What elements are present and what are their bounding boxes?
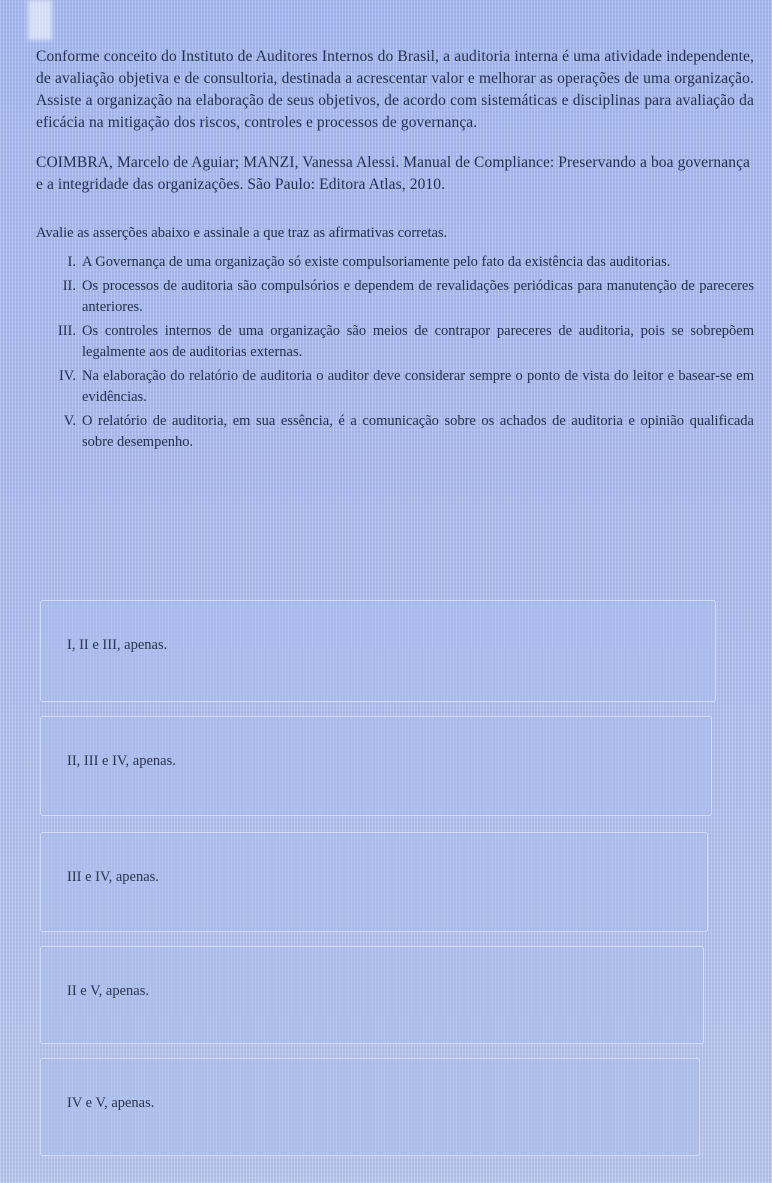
answer-option-d[interactable] [40,946,704,1044]
statement-number: V. [63,413,76,429]
statement-5 [36,411,754,453]
statement-text: O relatório de auditoria, em sua essência, é a comunicação sobre os achados de auditoria e opinião qualificada sobre desempenho. [82,413,754,450]
statement-3 [36,321,754,363]
answer-option-label: III e IV, apenas. [67,869,159,885]
statement-number: III. [57,323,76,339]
question-instruction: Avalie as asserções abaixo e assinale a que traz as afirmativas corretas. [36,225,448,241]
answer-option-label: II e V, apenas. [67,983,150,999]
statement-text: Os controles internos de uma organização são meios de contrapor pareceres de auditoria, pois se sobrepõem legalmente aos de auditorias externas. [82,323,754,360]
question-reference: COIMBRA, Marcelo de Aguiar; MANZI, Vanessa Alessi. Manual de Compliance: Preservando a boa governança e a integridade das organizações. São Paulo: Editora Atlas, 2010. [36,154,751,193]
answer-option-c[interactable] [40,832,708,932]
answer-option-a[interactable] [40,600,716,702]
answer-option-e[interactable] [40,1058,700,1156]
screen-glare [28,0,52,40]
statement-number: II. [62,278,76,294]
statement-1 [36,252,754,273]
statements-list [36,252,754,453]
answer-option-label: I, II e III, apenas. [67,637,168,653]
statement-text: Os processos de auditoria são compulsórios e dependem de revalidações periódicas para manutenção de pareceres anteriores. [82,278,754,315]
question-paragraph: Conforme conceito do Instituto de Auditores Internos do Brasil, a auditoria interna é uma atividade independente, de avaliação objetiva e de consultoria, destinada a acrescentar valor e melhorar as operações de uma organização. Assiste a organização na elaboração de seus objetivos, de acordo com sistemáticas e disciplinas para avaliação da eficácia na mitigação dos riscos, controles e processos de governança. [36,48,754,131]
question-content [36,46,754,456]
statement-text: Na elaboração do relatório de auditoria o auditor deve considerar sempre o ponto de vista do leitor e basear-se em evidências. [82,368,754,405]
answer-option-label: II, III e IV, apenas. [67,753,176,769]
statement-number: IV. [58,368,76,384]
answer-option-label: IV e V, apenas. [67,1095,155,1111]
statement-text: A Governança de uma organização só existe compulsoriamente pelo fato da existência das auditorias. [82,254,671,270]
statement-number: I. [67,254,76,270]
statement-2 [36,276,754,318]
statement-4 [36,366,754,408]
answer-option-b[interactable] [40,716,712,816]
